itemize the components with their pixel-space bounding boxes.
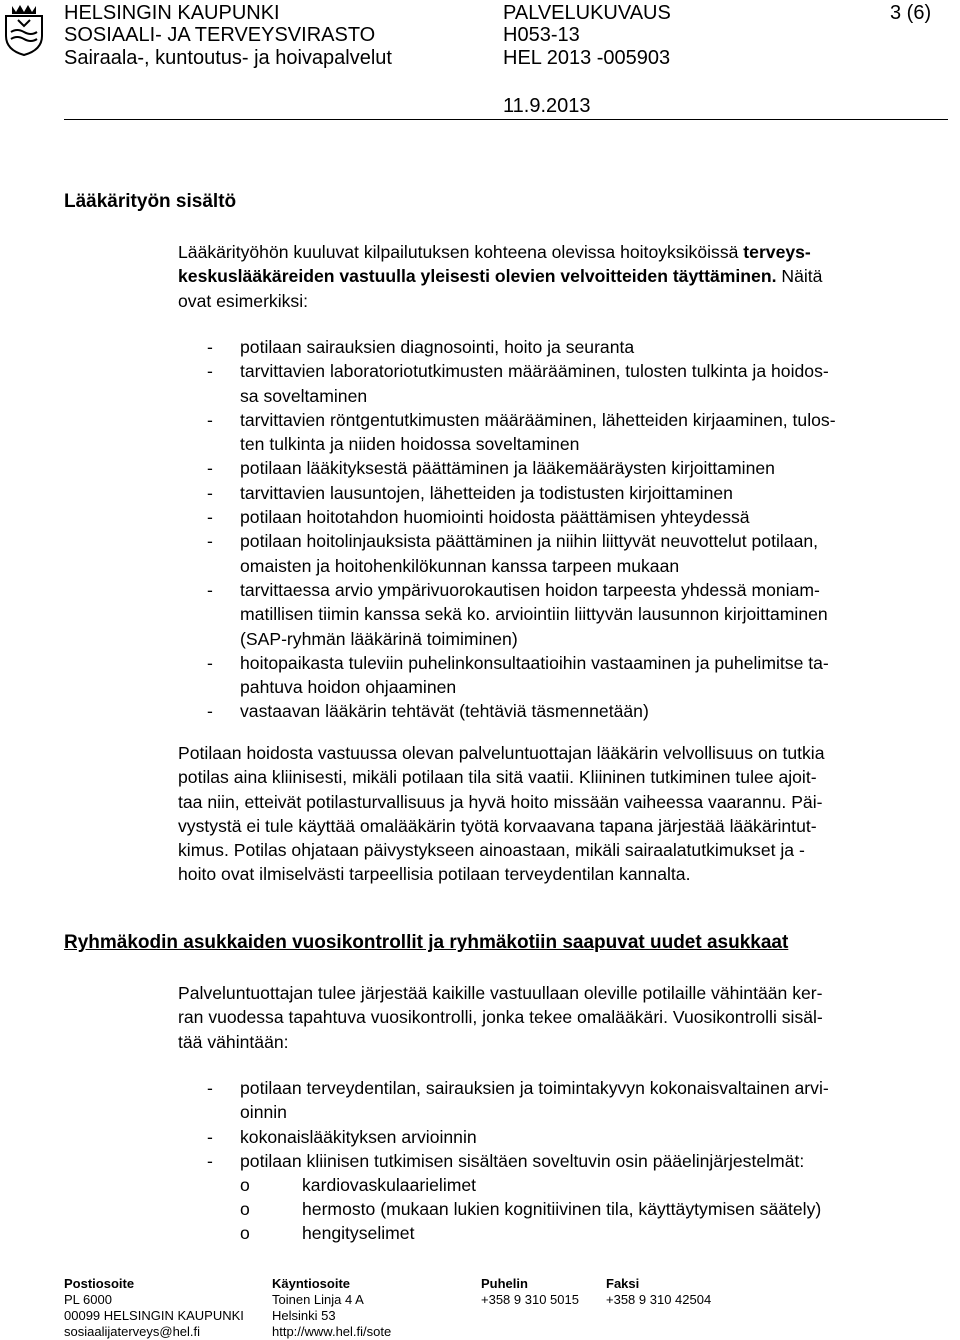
header-doc-ref: HEL 2013 -005903	[503, 47, 671, 69]
list-item: - potilaan hoitolinjauksista päättäminen ja niihin liittyvät neuvottelut potilaan, omaisten ja hoitohenkilökunnan kanssa tarpeen mukaan	[207, 531, 819, 576]
footer-postal-address: Postiosoite PL 6000 00099 HELSINGIN KAUPUNKI sosiaalijaterveys@hel.fi	[64, 1276, 244, 1339]
section-title-physician-work: Lääkärityön sisältö	[64, 191, 237, 212]
footer-website: http://www.hel.fi/sote	[272, 1324, 392, 1339]
section1-responsibility-paragraph: Potilaan hoidosta vastuussa olevan palveluntuottajan lääkärin velvollisuus on tutkia potilas aina kliinisesti, mikäli potilaan tila sitä vaatii. Kliininen tutkiminen tulee ajoit- taa niin, etteivät potilasturvallisuus ja hyvä hoito missään vaiheessa vaarannu. Päi- vystystä ei tule käyttää omalääkärin työtä korvaavana tapana järjestää lääkärintut- kimus. Potilas ohjataan päivystykseen ainoastaan, mikäli sairaalatutkimukset ja - hoito ovat ilmiselvästi tarpeellisia potilaan terveydentilan kannalta.	[178, 743, 825, 885]
list-item: - hoitopaikasta tuleviin puhelinkonsultaatioihin vastaaminen ja puhelimitse ta- pahtuva hoidon ohjaaminen	[207, 652, 829, 698]
header-doc-type: PALVELUKUVAUS	[503, 2, 671, 24]
header-doc-code: H053-13	[503, 24, 580, 46]
footer-email: sosiaalijaterveys@hel.fi	[64, 1324, 201, 1339]
list-item: - tarvittaessa arvio ympärivuorokautisen hoidon tarpeesta yhdessä moniam- matillisen tiimin kanssa sekä ko. arviointiin liittyvän lausunnon kirjoittaminen (SAP-ryhmän lääkärinä toimiminen)	[207, 579, 828, 649]
footer-phone: Puhelin +358 9 310 5015	[481, 1276, 579, 1307]
header-org-line3: Sairaala-, kuntoutus- ja hoivapalvelut	[64, 47, 392, 69]
footer-fax: Faksi +358 9 310 42504	[606, 1276, 712, 1307]
section1-duty-list	[207, 335, 948, 724]
list-item: - potilaan sairauksien diagnosointi, hoito ja seuranta	[207, 337, 635, 357]
footer-visiting-address: Käyntiosoite Toinen Linja 4 A Helsinki 53 http://www.hel.fi/sote	[272, 1276, 392, 1339]
list-item: - vastaavan lääkärin tehtävät (tehtäviä täsmennetään)	[207, 701, 649, 722]
list-item: - tarvittavien röntgentutkimusten määrääminen, lähetteiden kirjaaminen, tulos- ten tulkinta ja niiden hoidossa soveltaminen	[207, 409, 836, 455]
header-page-number: 3 (6)	[890, 2, 932, 24]
list-item: - potilaan lääkityksestä päättäminen ja lääkemääräysten kirjoittaminen	[207, 458, 775, 479]
list-item: - potilaan kliinisen tutkimisen sisältäen soveltuvin osin pääelinjärjestelmät:	[207, 1150, 805, 1171]
header-org-line1: HELSINGIN KAUPUNKI	[64, 2, 280, 24]
section1-intro-paragraph: Lääkärityöhön kuuluvat kilpailutuksen kohteena olevissa hoitoyksiköissä terveys- keskuslääkäreiden vastuulla yleisesti olevien velvoitteiden täyttäminen. Näitä ovat esimerkiksi:	[178, 242, 823, 311]
list-item: - tarvittavien laboratoriotutkimusten määrääminen, tulosten tulkinta ja hoidos- sa soveltaminen	[207, 361, 829, 406]
section-title-annual-checkups: Ryhmäkodin asukkaiden vuosikontrollit ja ryhmäkotiin saapuvat uudet asukkaat	[64, 932, 789, 953]
helsinki-coat-of-arms-logo	[2, 2, 46, 56]
section2-checkup-list	[207, 1076, 948, 1173]
section2-paragraph: Palveluntuottajan tulee järjestää kaikille vastuullaan oleville potilaille vähintään ker- ran vuodessa tapahtuva vuosikontrolli, jonka tekee omalääkäri. Vuosikontrolli sisäl- tää vähintään:	[178, 983, 823, 1052]
list-item: - potilaan hoitotahdon huomiointi hoidosta päättämisen yhteydessä	[207, 507, 750, 528]
list-item: - kokonaislääkityksen arvioinnin	[207, 1126, 477, 1147]
header-date: 11.9.2013	[503, 95, 591, 117]
header-org-line2: SOSIAALI- JA TERVEYSVIRASTO	[64, 24, 376, 46]
list-item: - potilaan terveydentilan, sairauksien ja toimintakyvyn kokonaisvaltainen arvi- oinnin	[207, 1078, 829, 1123]
list-item: - tarvittavien lausuntojen, lähetteiden ja todistusten kirjoittaminen	[207, 482, 733, 503]
header-divider	[64, 119, 948, 120]
